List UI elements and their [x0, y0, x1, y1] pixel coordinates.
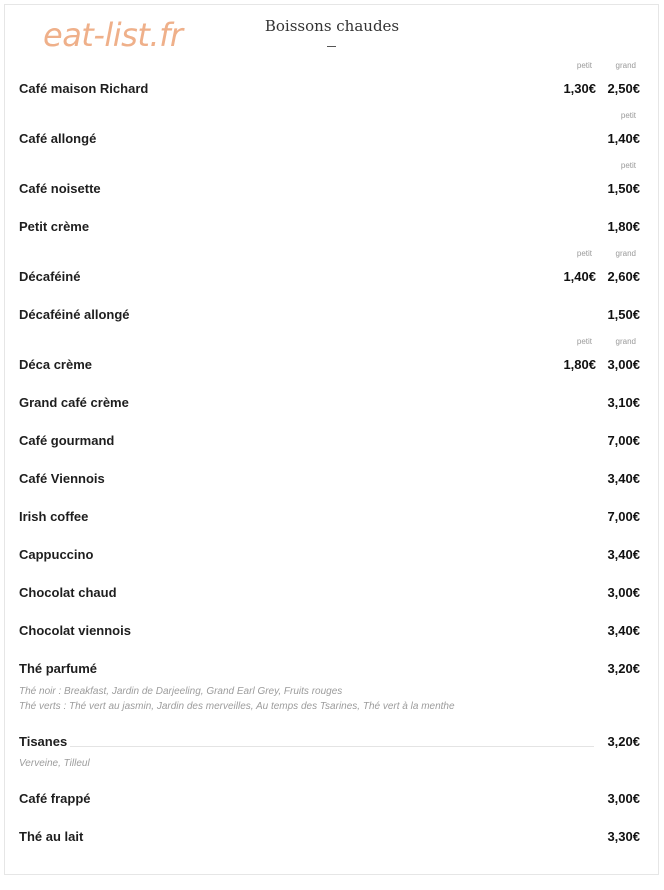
menu-item	[19, 217, 640, 237]
item-name: Café allongé	[19, 131, 97, 146]
menu-item	[19, 111, 640, 149]
item-price: 3,40€	[607, 471, 640, 486]
item-price: 7,00€	[607, 509, 640, 524]
size-label-petit: petit	[576, 61, 592, 70]
item-name: Café gourmand	[19, 433, 115, 448]
item-price: 3,40€	[607, 547, 640, 562]
price-grand: 2,50€	[607, 81, 640, 96]
item-price: 3,40€	[607, 623, 640, 638]
menu-item	[19, 507, 640, 527]
item-price: 3,20€	[607, 661, 640, 676]
item-price: 1,50€	[607, 307, 640, 322]
menu-item	[19, 827, 640, 847]
item-price: 3,10€	[607, 395, 640, 410]
section-title: Boissons chaudes	[264, 17, 400, 35]
menu-item	[19, 431, 640, 451]
menu-item	[19, 732, 640, 752]
item-price: 7,00€	[607, 433, 640, 448]
item-name: Décaféiné allongé	[19, 307, 130, 322]
item-name: Café Viennois	[19, 471, 105, 486]
price-petit: 1,30€	[563, 81, 596, 96]
item-description: Verveine, Tilleul	[19, 758, 90, 769]
item-name: Irish coffee	[19, 509, 89, 524]
price-grand: 3,00€	[607, 357, 640, 372]
item-name: Chocolat chaud	[19, 585, 117, 600]
item-name: Décaféiné	[19, 269, 81, 284]
item-name: Thé parfumé	[19, 661, 98, 676]
menu-item	[19, 305, 640, 325]
size-label-grand: grand	[615, 61, 636, 70]
size-label-petit: petit	[620, 111, 636, 120]
size-label-petit: petit	[620, 161, 636, 170]
item-name: Café maison Richard	[19, 81, 149, 96]
item-name: Café noisette	[19, 181, 101, 196]
price-petit: 1,50€	[607, 181, 640, 196]
item-name: Grand café crème	[19, 395, 129, 410]
price-petit: 1,40€	[563, 269, 596, 284]
size-label-grand: grand	[615, 249, 636, 258]
menu-item	[19, 161, 640, 199]
item-price: 1,80€	[607, 219, 640, 234]
leader-line	[70, 746, 594, 747]
item-description: Thé verts : Thé vert au jasmin, Jardin des merveilles, Au temps des Tsarines, Thé vert à la menthe	[19, 701, 455, 712]
item-name: Petit crème	[19, 219, 90, 234]
item-description: Thé noir : Breakfast, Jardin de Darjeeling, Grand Earl Grey, Fruits rouges	[19, 686, 343, 697]
item-name: Cappuccino	[19, 547, 94, 562]
menu-item	[19, 393, 640, 413]
title-divider	[327, 46, 336, 47]
size-label-petit: petit	[576, 337, 592, 346]
item-name: Café frappé	[19, 791, 91, 806]
price-grand: 2,60€	[607, 269, 640, 284]
item-price: 3,20€	[607, 734, 640, 749]
menu-item	[19, 545, 640, 565]
menu-item	[19, 583, 640, 603]
site-logo: eat-list.fr	[43, 16, 183, 54]
item-name: Déca crème	[19, 357, 92, 372]
menu-item	[19, 469, 640, 489]
menu-item	[19, 621, 640, 641]
item-name: Thé au lait	[19, 829, 84, 844]
price-petit: 1,80€	[563, 357, 596, 372]
item-name: Tisanes	[19, 734, 68, 749]
menu-item	[19, 337, 640, 375]
price-petit: 1,40€	[607, 131, 640, 146]
item-name: Chocolat viennois	[19, 623, 131, 638]
menu-item	[19, 659, 640, 679]
menu-item	[19, 249, 640, 287]
menu-item	[19, 61, 640, 99]
size-label-grand: grand	[615, 337, 636, 346]
item-price: 3,30€	[607, 829, 640, 844]
item-price: 3,00€	[607, 791, 640, 806]
size-label-petit: petit	[576, 249, 592, 258]
item-price: 3,00€	[607, 585, 640, 600]
menu-item	[19, 789, 640, 809]
